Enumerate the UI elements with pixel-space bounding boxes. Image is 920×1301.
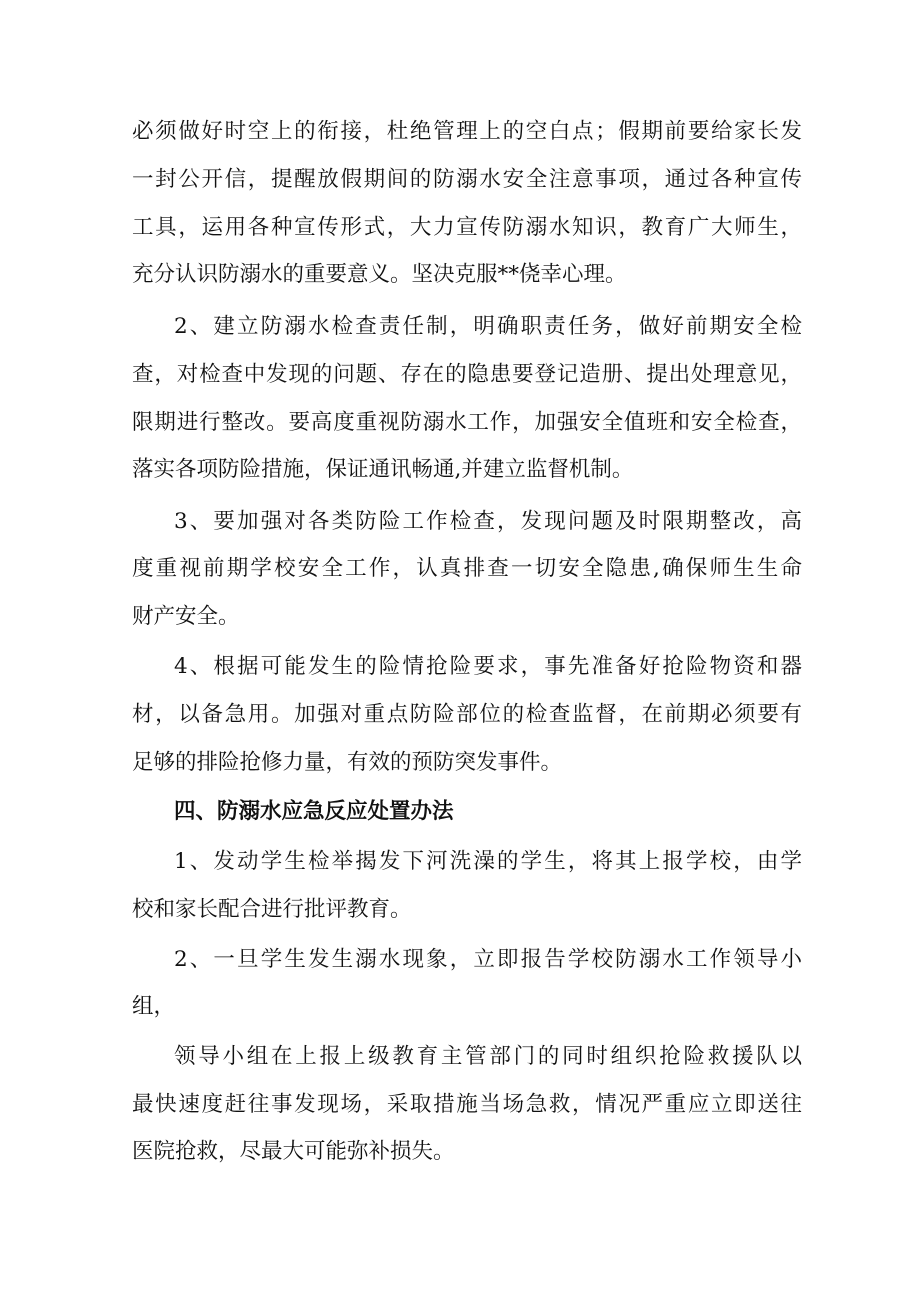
paragraph-line: 2、建立防溺水检查责任制，明确职责任务，做好前期安全检: [174, 314, 802, 339]
section-heading: 四、防溺水应急反应处置办法: [174, 799, 454, 824]
paragraph-line: 2、一旦学生发生溺水现象，立即报告学校防溺水工作领导小: [174, 947, 802, 972]
paragraph-line: 一封公开信，提醒放假期间的防溺水安全注意事项，通过各种宣传: [132, 167, 802, 192]
paragraph-line: 工具，运用各种宣传形式，大力宣传防溺水知识，教育广大师生，: [132, 215, 802, 240]
paragraph-line: 材，以备急用。加强对重点防险部位的检查监督，在前期必须要有: [132, 702, 802, 727]
paragraph-line: 4、根据可能发生的险情抢险要求，事先准备好抢险物资和器: [174, 654, 802, 679]
paragraph-line: 度重视前期学校安全工作，认真排查一切安全隐患,确保师生生命: [132, 556, 802, 581]
paragraph-line: 组，: [132, 994, 176, 1019]
paragraph-line: 落实各项防险措施，保证通讯畅通,并建立监督机制。: [132, 457, 634, 482]
paragraph-line: 1、发动学生检举揭发下河洗澡的学生，将其上报学校，由学: [174, 849, 802, 874]
paragraph-line: 足够的排险抢修力量，有效的预防突发事件。: [132, 750, 563, 775]
paragraph-line: 财产安全。: [132, 604, 240, 629]
paragraph-line: 充分认识防溺水的重要意义。坚决克服**侥幸心理。: [132, 262, 627, 287]
paragraph-line: 3、要加强对各类防险工作检查，发现问题及时限期整改，高: [174, 509, 802, 534]
paragraph-line: 校和家长配合进行批评教育。: [132, 897, 412, 922]
paragraph-line: 最快速度赶往事发现场，采取措施当场急救，情况严重应立即送往: [132, 1092, 802, 1117]
paragraph-line: 查，对检查中发现的问题、存在的隐患要登记造册、提出处理意见，: [132, 362, 802, 387]
paragraph-line: 限期进行整改。要高度重视防溺水工作，加强安全值班和安全检查，: [132, 410, 802, 435]
paragraph-line: 医院抢救，尽最大可能弥补损失。: [132, 1139, 455, 1164]
paragraph-line: 必须做好时空上的衔接，杜绝管理上的空白点；假期前要给家长发: [132, 119, 802, 144]
paragraph-line: 领导小组在上报上级教育主管部门的同时组织抢险救援队以: [174, 1044, 802, 1069]
